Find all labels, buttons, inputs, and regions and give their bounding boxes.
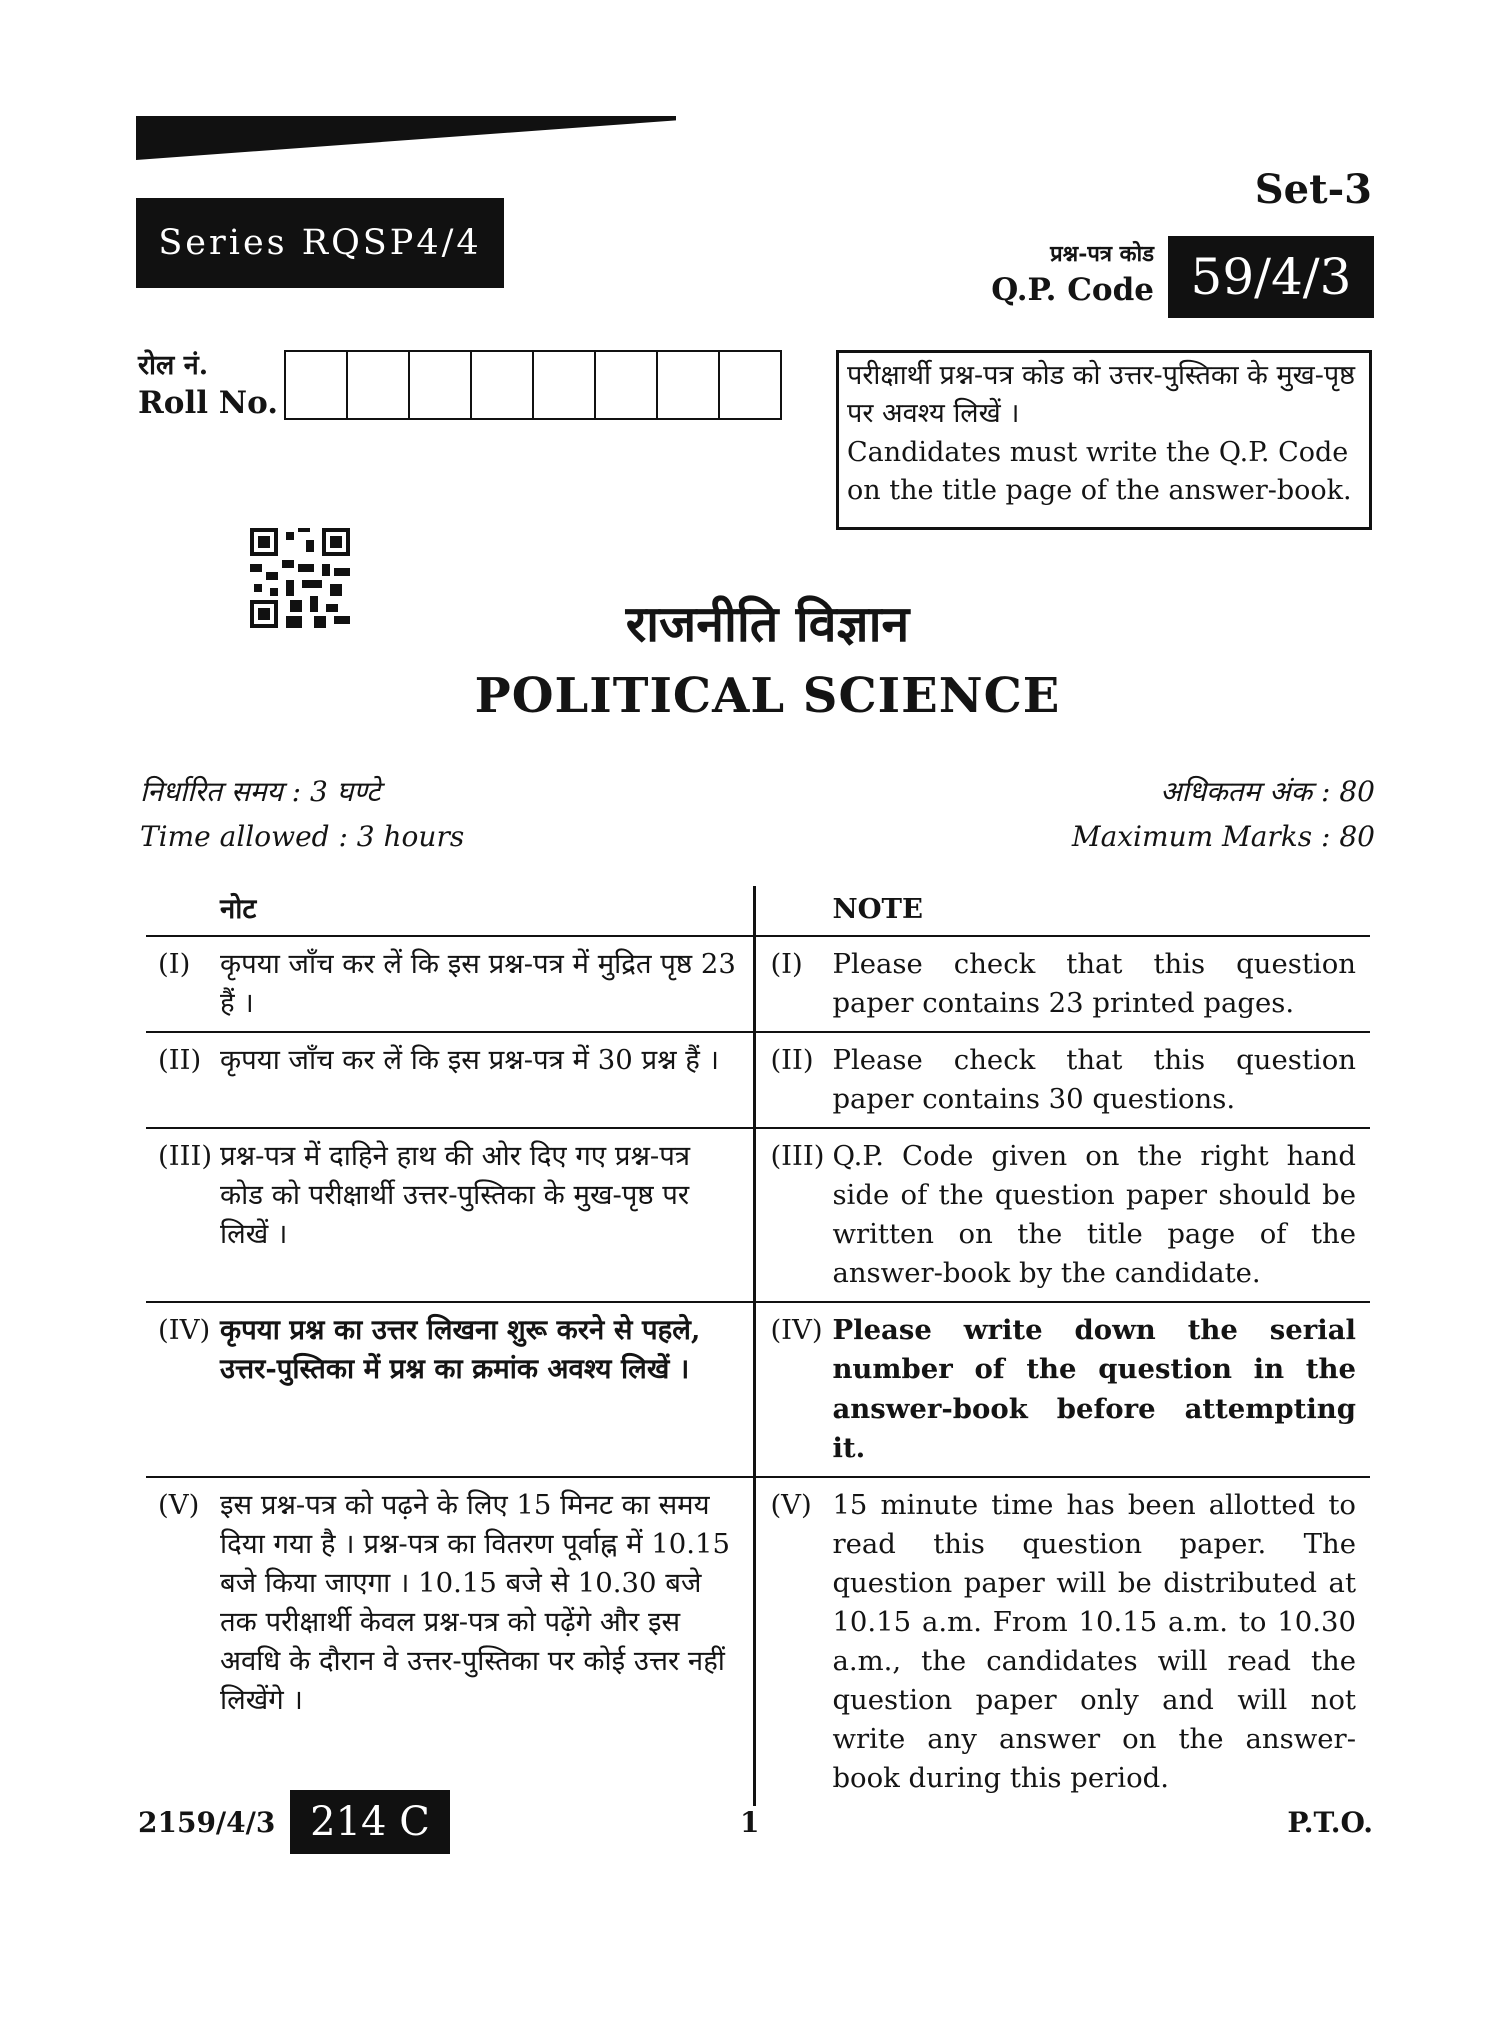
- page-number: 1: [740, 1806, 760, 1839]
- qp-code-badge: 59/4/3: [1168, 236, 1374, 318]
- roll-number-labels: [138, 348, 278, 423]
- time-allowed-hindi: निर्धारित समय : 3 घण्टे: [140, 775, 381, 808]
- roll-label-english: Roll No.: [138, 385, 279, 422]
- please-turn-over: P.T.O.: [1287, 1806, 1373, 1839]
- qp-code-notice-box: [836, 350, 1372, 530]
- roll-digit-box: [286, 352, 348, 418]
- footer-code-badge: 214 C: [290, 1790, 450, 1854]
- maximum-marks-english: Maximum Marks : 80: [1071, 819, 1375, 853]
- top-decorative-bar: [136, 116, 676, 160]
- roll-digit-box: [534, 352, 596, 418]
- note-text-english: 15 minute time has been allotted to read this question paper. The question paper will be distributed at 10.15 a.m. From 10.15 a.m. to 10.30 a.m., the candidates will read the question paper only and will not write any answer on the answer-book during this period.: [832, 1488, 1356, 1794]
- notes-header-english: [755, 886, 1370, 936]
- note-row: [146, 1302, 1370, 1476]
- note-number: (II): [158, 1044, 202, 1077]
- roll-digit-box: [472, 352, 534, 418]
- note-text-hindi: कृपया जाँच कर लें कि इस प्रश्न-पत्र में मुद्रित पृष्ठ 23 हैं ।: [220, 948, 736, 1020]
- qp-code-label-english: Q.P. Code: [991, 272, 1154, 309]
- set-label: Set-3: [1254, 166, 1372, 213]
- roll-digit-box: [720, 352, 780, 418]
- note-text-english: Q.P. Code given on the right hand side of the question paper should be written on the title page of the answer-book by the candidate.: [832, 1140, 1356, 1290]
- note-number: (I): [770, 948, 803, 981]
- roll-digit-box: [410, 352, 472, 418]
- note-text-english: Please check that this question paper contains 23 printed pages.: [832, 948, 1356, 1020]
- series-badge: Series RQSP4/4: [136, 198, 504, 288]
- notes-table: [146, 886, 1370, 1806]
- note-number: (II): [770, 1044, 814, 1077]
- note-row: [146, 1032, 1370, 1128]
- note-number: (V): [158, 1488, 200, 1521]
- roll-label-hindi: रोल नं.: [138, 350, 209, 381]
- note-text-hindi: कृपया प्रश्न का उत्तर लिखना शुरू करने से पहले, उत्तर-पुस्तिका में प्रश्न का क्रमांक अवश्य लिखें ।: [220, 1314, 701, 1386]
- roll-digit-box: [596, 352, 658, 418]
- note-number: (III): [158, 1140, 213, 1173]
- footer-paper-code: 2159/4/3: [138, 1806, 276, 1839]
- note-text-hindi: प्रश्न-पत्र में दाहिने हाथ की ओर दिए गए प्रश्न-पत्र कोड को परीक्षार्थी उत्तर-पुस्तिका के मुख-पृष्ठ पर लिखें ।: [220, 1140, 690, 1251]
- note-number: (IV): [770, 1314, 823, 1347]
- note-number: (III): [770, 1140, 825, 1173]
- roll-number-boxes: [284, 350, 782, 420]
- time-allowed: [140, 770, 464, 860]
- note-text-english: Please write down the serial number of the question in the answer-book before attempting it.: [832, 1314, 1356, 1464]
- roll-digit-box: [348, 352, 410, 418]
- notes-header-hindi-text: नोट: [220, 893, 257, 925]
- subject-title-english: POLITICAL SCIENCE: [474, 668, 1061, 724]
- qp-code-labels: [988, 242, 1154, 309]
- time-allowed-english: Time allowed : 3 hours: [140, 819, 465, 853]
- note-row: [146, 1477, 1370, 1806]
- note-text-hindi: इस प्रश्न-पत्र को पढ़ने के लिए 15 मिनट का समय दिया गया है । प्रश्न-पत्र का वितरण पूर्वाह्न में 10.15 बजे किया जाएगा । 10.15 बजे से 10.30 बजे तक परीक्षार्थी केवल प्रश्न-पत्र को पढ़ेंगे और इस अवधि के दौरान वे उत्तर-पुस्तिका पर कोई उत्तर नहीं लिखेंगे ।: [220, 1488, 731, 1716]
- subject-title-hindi: राजनीति विज्ञान: [625, 594, 910, 653]
- note-text-hindi: कृपया जाँच कर लें कि इस प्रश्न-पत्र में 30 प्रश्न हैं ।: [220, 1044, 720, 1077]
- qp-code-label-hindi: प्रश्न-पत्र कोड: [1050, 241, 1154, 267]
- note-number: (IV): [158, 1314, 211, 1347]
- note-number: (V): [770, 1488, 812, 1521]
- roll-digit-box: [658, 352, 720, 418]
- notice-english: Candidates must write the Q.P. Code on the title page of the answer-book.: [847, 436, 1352, 506]
- maximum-marks: [1072, 770, 1375, 860]
- maximum-marks-hindi: अधिकतम अंक : 80: [1160, 775, 1375, 808]
- note-text-english: Please check that this question paper contains 30 questions.: [832, 1044, 1356, 1116]
- notes-header-english-text: NOTE: [832, 893, 923, 925]
- note-row: [146, 1128, 1370, 1302]
- notice-hindi: परीक्षार्थी प्रश्न-पत्र कोड को उत्तर-पुस्तिका के मुख-पृष्ठ पर अवश्य लिखें ।: [847, 360, 1356, 430]
- notes-header-hindi: [146, 886, 755, 936]
- note-number: (I): [158, 948, 191, 981]
- note-row: [146, 936, 1370, 1032]
- notes-header-row: [146, 886, 1370, 936]
